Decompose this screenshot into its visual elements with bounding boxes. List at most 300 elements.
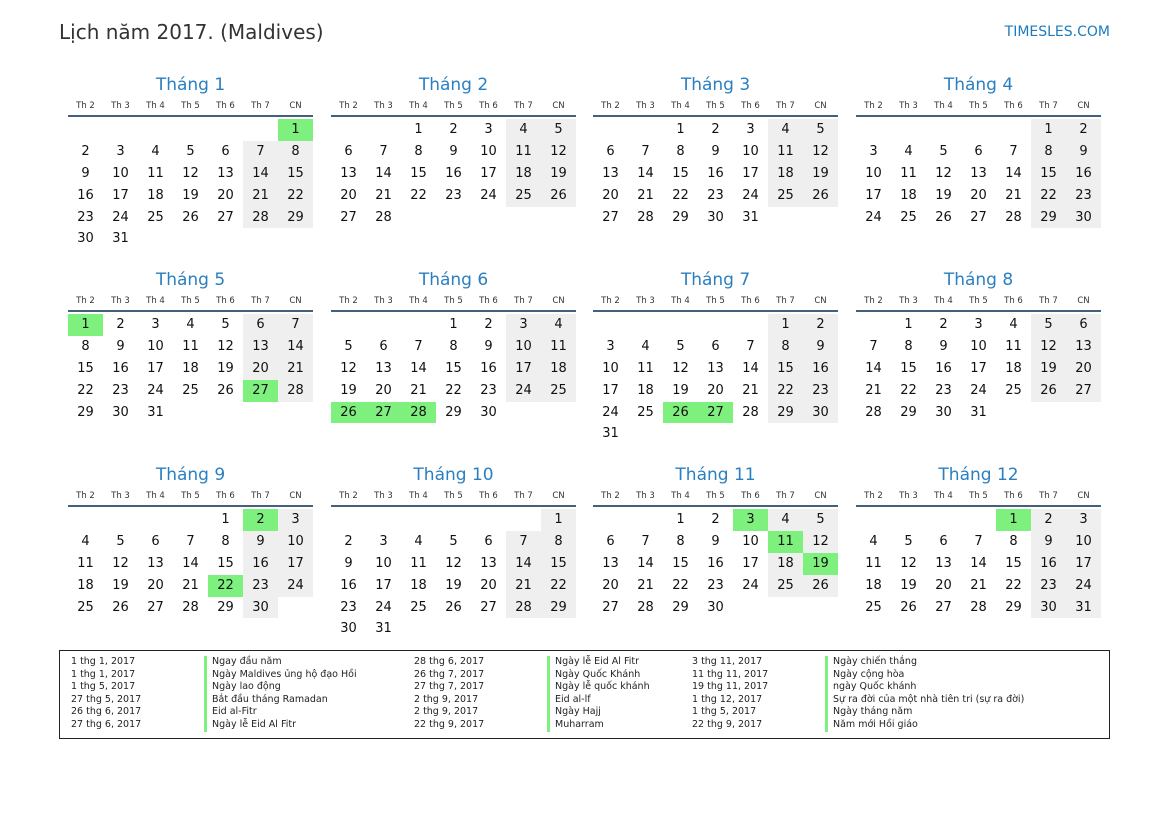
day-cell[interactable]: 22 [410,187,427,203]
day-cell[interactable]: 21 [865,382,882,398]
day-cell[interactable]: 2 [803,314,838,336]
day-cell[interactable]: 11 [865,555,882,571]
day-cell[interactable]: 14 [742,360,759,376]
day-cell[interactable]: 12 [445,555,462,571]
day-cell[interactable]: 9 [449,143,458,159]
day-cell[interactable]: 8 [278,141,313,163]
day-cell[interactable]: 22 [541,575,576,597]
day-cell[interactable]: 8 [449,338,458,354]
day-cell[interactable]: 7 [379,143,388,159]
day-cell[interactable]: 19 [935,187,952,203]
day-cell[interactable]: 23 [445,187,462,203]
day-cell[interactable]: 27 [147,599,164,615]
day-cell[interactable]: 13 [707,360,724,376]
day-cell[interactable]: 13 [243,336,278,358]
day-cell[interactable]: 28 [637,599,654,615]
day-cell[interactable]: 6 [974,143,983,159]
day-cell[interactable]: 18 [541,358,576,380]
day-cell[interactable]: 18 [637,382,654,398]
day-cell[interactable]: 10 [865,165,882,181]
day-cell[interactable]: 13 [480,555,497,571]
day-cell[interactable]: 17 [112,187,129,203]
day-cell[interactable]: 29 [541,597,576,619]
day-cell[interactable]: 12 [1031,336,1066,358]
day-cell[interactable]: 7 [869,338,878,354]
day-cell[interactable]: 10 [506,336,541,358]
day-cell[interactable]: 9 [243,531,278,553]
day-cell[interactable]: 6 [606,143,615,159]
holiday-day-cell[interactable]: 26 [663,402,698,424]
day-cell[interactable]: 12 [182,165,199,181]
day-cell[interactable]: 27 [480,599,497,615]
day-cell[interactable]: 21 [637,187,654,203]
day-cell[interactable]: 31 [375,621,392,637]
day-cell[interactable]: 23 [340,599,357,615]
day-cell[interactable]: 10 [1066,531,1101,553]
day-cell[interactable]: 2 [344,533,353,549]
day-cell[interactable]: 16 [1031,553,1066,575]
day-cell[interactable]: 28 [865,404,882,420]
day-cell[interactable]: 15 [410,165,427,181]
day-cell[interactable]: 25 [865,599,882,615]
day-cell[interactable]: 15 [541,553,576,575]
day-cell[interactable]: 25 [1005,382,1022,398]
day-cell[interactable]: 6 [151,533,160,549]
day-cell[interactable]: 8 [676,533,685,549]
day-cell[interactable]: 24 [278,575,313,597]
day-cell[interactable]: 2 [711,122,720,137]
day-cell[interactable]: 4 [768,509,803,531]
day-cell[interactable]: 14 [182,555,199,571]
day-cell[interactable]: 12 [672,360,689,376]
day-cell[interactable]: 16 [112,360,129,376]
day-cell[interactable]: 11 [182,338,199,354]
day-cell[interactable]: 6 [711,338,720,354]
day-cell[interactable]: 14 [243,163,278,185]
day-cell[interactable]: 13 [375,360,392,376]
day-cell[interactable]: 21 [375,187,392,203]
day-cell[interactable]: 13 [147,555,164,571]
day-cell[interactable]: 17 [742,555,759,571]
day-cell[interactable]: 11 [637,360,654,376]
day-cell[interactable]: 19 [900,577,917,593]
day-cell[interactable]: 13 [602,555,619,571]
day-cell[interactable]: 17 [742,165,759,181]
day-cell[interactable]: 6 [606,533,615,549]
day-cell[interactable]: 8 [904,338,913,354]
day-cell[interactable]: 2 [81,143,90,159]
day-cell[interactable]: 2 [484,317,493,332]
day-cell[interactable]: 8 [768,336,803,358]
day-cell[interactable]: 1 [221,512,230,527]
day-cell[interactable]: 30 [935,404,952,420]
day-cell[interactable]: 4 [414,533,423,549]
day-cell[interactable]: 27 [217,209,234,225]
day-cell[interactable]: 17 [970,360,987,376]
day-cell[interactable]: 7 [186,533,195,549]
day-cell[interactable]: 23 [935,382,952,398]
day-cell[interactable]: 9 [711,533,720,549]
day-cell[interactable]: 18 [182,360,199,376]
day-cell[interactable]: 24 [112,209,129,225]
day-cell[interactable]: 24 [147,382,164,398]
day-cell[interactable]: 24 [742,577,759,593]
day-cell[interactable]: 30 [1066,207,1101,229]
day-cell[interactable]: 21 [742,382,759,398]
day-cell[interactable]: 8 [1009,533,1018,549]
day-cell[interactable]: 2 [711,512,720,527]
day-cell[interactable]: 10 [112,165,129,181]
day-cell[interactable]: 21 [970,577,987,593]
day-cell[interactable]: 14 [1005,165,1022,181]
day-cell[interactable]: 24 [970,382,987,398]
day-cell[interactable]: 13 [340,165,357,181]
day-cell[interactable]: 12 [803,141,838,163]
day-cell[interactable]: 14 [637,165,654,181]
day-cell[interactable]: 25 [410,599,427,615]
day-cell[interactable]: 9 [939,338,948,354]
day-cell[interactable]: 29 [445,404,462,420]
day-cell[interactable]: 17 [506,358,541,380]
day-cell[interactable]: 20 [602,187,619,203]
day-cell[interactable]: 19 [672,382,689,398]
day-cell[interactable]: 15 [672,555,689,571]
day-cell[interactable]: 21 [1005,187,1022,203]
day-cell[interactable]: 3 [506,314,541,336]
day-cell[interactable]: 24 [1066,575,1101,597]
day-cell[interactable]: 29 [77,404,94,420]
day-cell[interactable]: 16 [340,577,357,593]
day-cell[interactable]: 13 [217,165,234,181]
day-cell[interactable]: 16 [480,360,497,376]
day-cell[interactable]: 18 [147,187,164,203]
day-cell[interactable]: 18 [900,187,917,203]
day-cell[interactable]: 29 [278,207,313,229]
holiday-day-cell[interactable]: 27 [698,402,733,424]
day-cell[interactable]: 5 [904,533,913,549]
day-cell[interactable]: 4 [506,119,541,141]
day-cell[interactable]: 9 [1066,141,1101,163]
holiday-day-cell[interactable]: 11 [768,531,803,553]
day-cell[interactable]: 31 [1066,597,1101,619]
day-cell[interactable]: 19 [340,382,357,398]
day-cell[interactable]: 10 [602,360,619,376]
day-cell[interactable]: 9 [344,555,353,571]
day-cell[interactable]: 11 [1005,338,1022,354]
day-cell[interactable]: 24 [506,380,541,402]
day-cell[interactable]: 1 [449,317,458,332]
day-cell[interactable]: 28 [637,209,654,225]
day-cell[interactable]: 12 [112,555,129,571]
day-cell[interactable]: 15 [768,358,803,380]
day-cell[interactable]: 11 [506,141,541,163]
day-cell[interactable]: 7 [746,338,755,354]
day-cell[interactable]: 20 [970,187,987,203]
day-cell[interactable]: 16 [707,555,724,571]
day-cell[interactable]: 21 [637,577,654,593]
day-cell[interactable]: 26 [112,599,129,615]
day-cell[interactable]: 1 [676,512,685,527]
day-cell[interactable]: 12 [541,141,576,163]
day-cell[interactable]: 31 [112,231,129,247]
day-cell[interactable]: 16 [445,165,462,181]
day-cell[interactable]: 28 [278,380,313,402]
day-cell[interactable]: 30 [803,402,838,424]
day-cell[interactable]: 24 [602,404,619,420]
holiday-day-cell[interactable]: 22 [208,575,243,597]
day-cell[interactable]: 30 [1031,597,1066,619]
day-cell[interactable]: 25 [768,185,803,207]
day-cell[interactable]: 29 [672,209,689,225]
day-cell[interactable]: 8 [221,533,230,549]
day-cell[interactable]: 9 [81,165,90,181]
day-cell[interactable]: 8 [541,531,576,553]
day-cell[interactable]: 10 [278,531,313,553]
day-cell[interactable]: 14 [970,555,987,571]
day-cell[interactable]: 7 [506,531,541,553]
holiday-day-cell[interactable]: 1 [996,509,1031,531]
day-cell[interactable]: 7 [974,533,983,549]
day-cell[interactable]: 13 [1066,336,1101,358]
day-cell[interactable]: 3 [606,338,615,354]
day-cell[interactable]: 9 [711,143,720,159]
day-cell[interactable]: 7 [641,143,650,159]
day-cell[interactable]: 22 [1031,185,1066,207]
day-cell[interactable]: 18 [410,577,427,593]
day-cell[interactable]: 31 [147,404,164,420]
day-cell[interactable]: 26 [935,209,952,225]
day-cell[interactable]: 10 [147,338,164,354]
day-cell[interactable]: 15 [1005,555,1022,571]
day-cell[interactable]: 5 [541,119,576,141]
day-cell[interactable]: 26 [803,575,838,597]
day-cell[interactable]: 6 [379,338,388,354]
day-cell[interactable]: 23 [1066,185,1101,207]
day-cell[interactable]: 22 [1005,577,1022,593]
day-cell[interactable]: 19 [182,187,199,203]
day-cell[interactable]: 22 [77,382,94,398]
day-cell[interactable]: 28 [506,597,541,619]
day-cell[interactable]: 3 [974,317,983,332]
day-cell[interactable]: 15 [278,163,313,185]
day-cell[interactable]: 21 [410,382,427,398]
day-cell[interactable]: 5 [676,338,685,354]
day-cell[interactable]: 4 [151,143,160,159]
day-cell[interactable]: 4 [904,143,913,159]
day-cell[interactable]: 9 [116,338,125,354]
day-cell[interactable]: 9 [484,338,493,354]
day-cell[interactable]: 25 [77,599,94,615]
day-cell[interactable]: 4 [186,317,195,332]
day-cell[interactable]: 22 [900,382,917,398]
day-cell[interactable]: 22 [278,185,313,207]
day-cell[interactable]: 5 [939,143,948,159]
day-cell[interactable]: 20 [147,577,164,593]
day-cell[interactable]: 23 [112,382,129,398]
day-cell[interactable]: 10 [970,338,987,354]
day-cell[interactable]: 27 [970,209,987,225]
day-cell[interactable]: 9 [1031,531,1066,553]
day-cell[interactable]: 28 [970,599,987,615]
day-cell[interactable]: 19 [541,163,576,185]
day-cell[interactable]: 18 [506,163,541,185]
day-cell[interactable]: 16 [77,187,94,203]
day-cell[interactable]: 24 [480,187,497,203]
day-cell[interactable]: 18 [768,163,803,185]
day-cell[interactable]: 3 [1066,509,1101,531]
day-cell[interactable]: 16 [243,553,278,575]
day-cell[interactable]: 18 [1005,360,1022,376]
day-cell[interactable]: 19 [803,163,838,185]
day-cell[interactable]: 21 [243,185,278,207]
day-cell[interactable]: 1 [676,122,685,137]
day-cell[interactable]: 3 [484,122,493,137]
day-cell[interactable]: 21 [182,577,199,593]
day-cell[interactable]: 22 [672,187,689,203]
day-cell[interactable]: 2 [449,122,458,137]
day-cell[interactable]: 22 [672,577,689,593]
day-cell[interactable]: 14 [375,165,392,181]
day-cell[interactable]: 15 [900,360,917,376]
holiday-day-cell[interactable]: 1 [278,119,313,141]
day-cell[interactable]: 30 [112,404,129,420]
day-cell[interactable]: 3 [379,533,388,549]
day-cell[interactable]: 2 [1066,119,1101,141]
day-cell[interactable]: 25 [768,575,803,597]
day-cell[interactable]: 25 [506,185,541,207]
day-cell[interactable]: 30 [707,599,724,615]
day-cell[interactable]: 26 [445,599,462,615]
day-cell[interactable]: 19 [112,577,129,593]
day-cell[interactable]: 6 [243,314,278,336]
holiday-day-cell[interactable]: 26 [331,402,366,424]
day-cell[interactable]: 5 [803,119,838,141]
day-cell[interactable]: 13 [602,165,619,181]
day-cell[interactable]: 5 [449,533,458,549]
day-cell[interactable]: 27 [1066,380,1101,402]
day-cell[interactable]: 31 [742,209,759,225]
day-cell[interactable]: 11 [900,165,917,181]
day-cell[interactable]: 5 [344,338,353,354]
day-cell[interactable]: 19 [1031,358,1066,380]
day-cell[interactable]: 15 [217,555,234,571]
day-cell[interactable]: 27 [602,209,619,225]
day-cell[interactable]: 22 [768,380,803,402]
day-cell[interactable]: 4 [1009,317,1018,332]
day-cell[interactable]: 20 [602,577,619,593]
day-cell[interactable]: 9 [803,336,838,358]
day-cell[interactable]: 23 [803,380,838,402]
day-cell[interactable]: 11 [541,336,576,358]
day-cell[interactable]: 14 [410,360,427,376]
holiday-day-cell[interactable]: 3 [733,509,768,531]
day-cell[interactable]: 16 [707,165,724,181]
day-cell[interactable]: 7 [1009,143,1018,159]
day-cell[interactable]: 6 [484,533,493,549]
day-cell[interactable]: 25 [637,404,654,420]
day-cell[interactable]: 3 [116,143,125,159]
day-cell[interactable]: 27 [340,209,357,225]
day-cell[interactable]: 7 [243,141,278,163]
day-cell[interactable]: 23 [1031,575,1066,597]
day-cell[interactable]: 27 [602,599,619,615]
day-cell[interactable]: 10 [480,143,497,159]
day-cell[interactable]: 23 [480,382,497,398]
day-cell[interactable]: 30 [707,209,724,225]
day-cell[interactable]: 16 [1066,163,1101,185]
day-cell[interactable]: 1 [414,122,423,137]
day-cell[interactable]: 25 [147,209,164,225]
day-cell[interactable]: 21 [506,575,541,597]
day-cell[interactable]: 12 [803,531,838,553]
day-cell[interactable]: 8 [414,143,423,159]
day-cell[interactable]: 29 [217,599,234,615]
day-cell[interactable]: 29 [900,404,917,420]
day-cell[interactable]: 15 [1031,163,1066,185]
day-cell[interactable]: 29 [768,402,803,424]
day-cell[interactable]: 3 [278,509,313,531]
day-cell[interactable]: 28 [742,404,759,420]
day-cell[interactable]: 13 [970,165,987,181]
day-cell[interactable]: 5 [803,509,838,531]
day-cell[interactable]: 5 [1031,314,1066,336]
day-cell[interactable]: 25 [900,209,917,225]
day-cell[interactable]: 11 [768,141,803,163]
day-cell[interactable]: 15 [445,360,462,376]
day-cell[interactable]: 11 [147,165,164,181]
day-cell[interactable]: 26 [1031,380,1066,402]
day-cell[interactable]: 15 [672,165,689,181]
day-cell[interactable]: 31 [970,404,987,420]
day-cell[interactable]: 21 [278,358,313,380]
day-cell[interactable]: 28 [375,209,392,225]
day-cell[interactable]: 1 [1031,119,1066,141]
day-cell[interactable]: 30 [77,231,94,247]
day-cell[interactable]: 26 [541,185,576,207]
day-cell[interactable]: 17 [147,360,164,376]
day-cell[interactable]: 20 [340,187,357,203]
day-cell[interactable]: 14 [637,555,654,571]
day-cell[interactable]: 5 [221,317,230,332]
day-cell[interactable]: 3 [746,122,755,137]
day-cell[interactable]: 26 [900,599,917,615]
day-cell[interactable]: 12 [340,360,357,376]
day-cell[interactable]: 2 [116,317,125,332]
day-cell[interactable]: 8 [676,143,685,159]
holiday-day-cell[interactable]: 27 [243,380,278,402]
day-cell[interactable]: 4 [869,533,878,549]
day-cell[interactable]: 1 [541,509,576,531]
day-cell[interactable]: 19 [217,360,234,376]
day-cell[interactable]: 10 [742,533,759,549]
day-cell[interactable]: 15 [77,360,94,376]
day-cell[interactable]: 28 [243,207,278,229]
day-cell[interactable]: 11 [410,555,427,571]
day-cell[interactable]: 17 [602,382,619,398]
day-cell[interactable]: 24 [865,209,882,225]
day-cell[interactable]: 2 [939,317,948,332]
day-cell[interactable]: 10 [742,143,759,159]
day-cell[interactable]: 30 [243,597,278,619]
day-cell[interactable]: 4 [541,314,576,336]
day-cell[interactable]: 16 [935,360,952,376]
holiday-day-cell[interactable]: 27 [366,402,401,424]
day-cell[interactable]: 6 [344,143,353,159]
day-cell[interactable]: 19 [445,577,462,593]
day-cell[interactable]: 24 [375,599,392,615]
day-cell[interactable]: 12 [900,555,917,571]
day-cell[interactable]: 30 [340,621,357,637]
